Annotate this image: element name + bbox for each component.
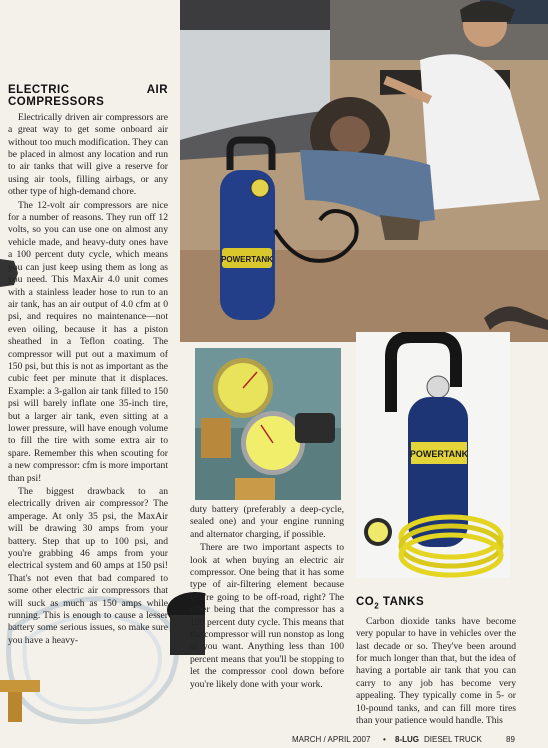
footer-page-number: 89 (506, 735, 515, 744)
photo-tie-rod-edge (484, 290, 548, 338)
paragraph: duty battery (preferably a deep-cycle, sealed one) and your engine running and alternator charging, if possible. (190, 504, 344, 540)
heading-tanks: TANKS (379, 596, 425, 608)
paragraph: Carbon dioxide tanks have become very popular to have in vehicles over the last decade or so. They've been around for much longer than that, but the idea of having a portable air tank that you can carry to any job has become very appealing. They typically come in 5- or 10-pound tanks, and can fill more tires than your patience would handle. This (356, 615, 516, 726)
page-footer (0, 732, 548, 748)
section-heading-electric-air-compressors: ELECTRIC AIR COMPRESSORS (8, 84, 168, 109)
section-heading-co2-tanks (356, 596, 516, 613)
tank-brand-label-large: POWERTANK (409, 449, 469, 459)
paragraph: Electrically driven air compressors are a great way to get some onboard air without too much modification. They can be placed in almost any location and run to air tanks that will give a reserve for using air tools, filling airbags, or any other type of high-demand chore. (8, 111, 168, 198)
paragraph: The biggest drawback to an electrically driven air compressor? The amperage. At only 35 psi, the MaxAir will be drawing 30 amps from your battery. Step that up to 100 psi, and you're grabbing 46 amps from your electrical system and 60 amps at 150 psi! That's not even that bad compared to some other electric air compressors that will suck as much as 150 amps while running. This is enough to cause a lesser battery some serious issues, so make sure you have a heavy- (8, 486, 168, 646)
footer-bullet: • (383, 735, 386, 744)
heading-subscript-2: 2 (374, 601, 380, 611)
footer-magazine-suffix: DIESEL TRUCK (424, 735, 482, 744)
middle-article-column (190, 504, 344, 692)
footer-magazine-brand: 8-LUG (395, 735, 419, 744)
photo-regulator-gauges (195, 348, 341, 500)
paragraph: There are two important aspects to look at when buying an electric air compressor. One being that it has some type of air-filtering element because you're going to be off-road, right? The other being that the compressor has a 100 percent duty cycle. This means that the compressor will run nonstop as long as you want. Anything less than 100 percent means that you'll be stopping to let the compressor cool down before you're likely done with your work. (190, 542, 344, 690)
footer-date: MARCH / APRIL 2007 (292, 735, 371, 744)
left-article-column (8, 84, 168, 648)
photo-tank-coil-hose (356, 332, 510, 578)
paragraph: The 12-volt air compressors are nice for a number of reasons. They run off 12 volts, so you can use one on almost any vehicle made, and heavy-duty ones have a 100 percent duty cycle, which means you can just keep using them as long as you need. This MaxAir 4.0 unit comes with a stainless leader hose to run to an air tank, has an air output of 4.0 cfm at 0 psi, and requires no maintenance—not even oiling, because it has a piston sheathed in a Teflon coating. The compressor will put out a maximum of 150 psi, but this is not as important as the cubic feet per minute that it displaces. Example: a 3-gallon air tank filled to 150 psi will barely inflate one 35-inch tire, but a larger air tank, even sitting at a lower pressure, will have enough volume to fill the tire with some extra air to spare. Remember this when scouting for a new compressor: cfm is more important than psi! (8, 199, 168, 484)
right-article-column (356, 596, 516, 728)
tank-brand-label: POWERTANK (221, 255, 273, 264)
heading-co: CO (356, 596, 375, 608)
